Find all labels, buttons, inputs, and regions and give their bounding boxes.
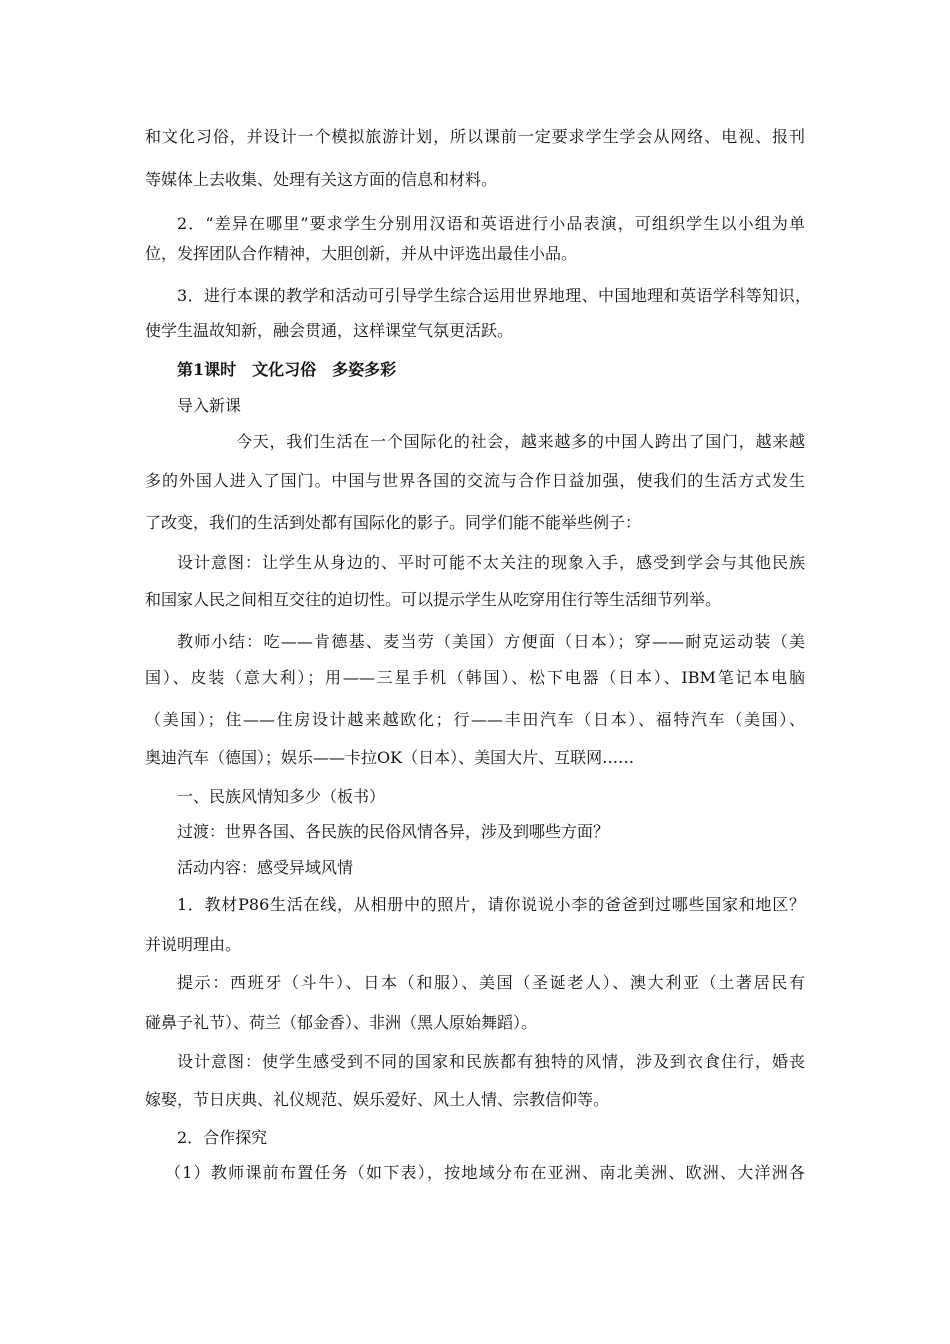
paragraph-line: 2．“差异在哪里”要求学生分别用汉语和英语进行小品表演，可组织学生以小组为单 (177, 214, 805, 233)
subheading: 2．合作探究 (177, 1128, 268, 1147)
paragraph-line: （美国）；住——住房设计越来越欧化；行——丰田汽车（日本）、福特汽车（美国）、 (145, 710, 805, 729)
paragraph-line: 1．教材P86生活在线，从相册中的照片，请你说说小李的爸爸到过哪些国家和地区？ (177, 895, 805, 914)
section-heading: 第1课时 文化习俗 多姿多彩 (177, 360, 397, 379)
section-heading: 一、民族风情知多少（板书） (177, 787, 386, 806)
paragraph-line: 提示：西班牙（斗牛）、日本（和服）、美国（圣诞老人）、澳大利亚（土著居民有 (177, 973, 805, 992)
paragraph-line: 今天，我们生活在一个国际化的社会，越来越多的中国人跨出了国门，越来越 (236, 432, 805, 451)
paragraph-line: 活动内容：感受异域风情 (177, 858, 354, 877)
paragraph-line: 和文化习俗，并设计一个模拟旅游计划，所以课前一定要求学生学会从网络、电视、报刊 (145, 127, 805, 146)
paragraph-line: 奥迪汽车（德国）；娱乐——卡拉OK（日本）、美国大片、互联网…… (145, 748, 635, 767)
paragraph-line: 位，发挥团队合作精神，大胆创新，并从中评选出最佳小品。 (145, 244, 578, 263)
paragraph-line: 3．进行本课的教学和活动可引导学生综合运用世界地理、中国地理和英语学科等知识， (177, 286, 811, 305)
paragraph-line: 嫁娶，节日庆典、礼仪规范、娱乐爱好、风土人情、宗教信仰等。 (145, 1090, 610, 1109)
paragraph-line: 碰鼻子礼节）、荷兰（郁金香）、非洲（黑人原始舞蹈）。 (145, 1013, 538, 1032)
paragraph-line: 等媒体上去收集、处理有关这方面的信息和材料。 (145, 170, 498, 189)
paragraph-line: 过渡：世界各国、各民族的民俗风情各异，涉及到哪些方面？ (177, 822, 610, 841)
paragraph-line: 教师小结：吃——肯德基、麦当劳（美国）方便面（日本）；穿——耐克运动装（美 (177, 632, 805, 651)
paragraph-line: 并说明理由。 (145, 935, 242, 954)
paragraph-line: 设计意图：使学生感受到不同的国家和民族都有独特的风情，涉及到衣食住行，婚丧 (177, 1052, 805, 1071)
paragraph-line: 多的外国人进入了国门。中国与世界各国的交流与合作日益加强，使我们的生活方式发生 (145, 471, 805, 490)
paragraph-line: 和国家人民之间相互交往的迫切性。可以提示学生从吃穿用住行等生活细节列举。 (145, 590, 722, 609)
paragraph-line: 使学生温故知新，融会贯通，这样课堂气氛更活跃。 (145, 321, 514, 340)
paragraph-line: 了改变，我们的生活到处都有国际化的影子。同学们能不能举些例子： (145, 513, 642, 532)
subheading: 导入新课 (177, 396, 242, 415)
paragraph-line: （1）教师课前布置任务（如下表），按地域分布在亚洲、南北美洲、欧洲、大洋洲各 (165, 1163, 805, 1182)
paragraph-line: 国）、皮装（意大利）；用——三星手机（韩国）、松下电器（日本）、IBM笔记本电脑 (145, 668, 805, 687)
paragraph-line: 设计意图：让学生从身边的、平时可能不太关注的现象入手，感受到学会与其他民族 (177, 553, 805, 572)
